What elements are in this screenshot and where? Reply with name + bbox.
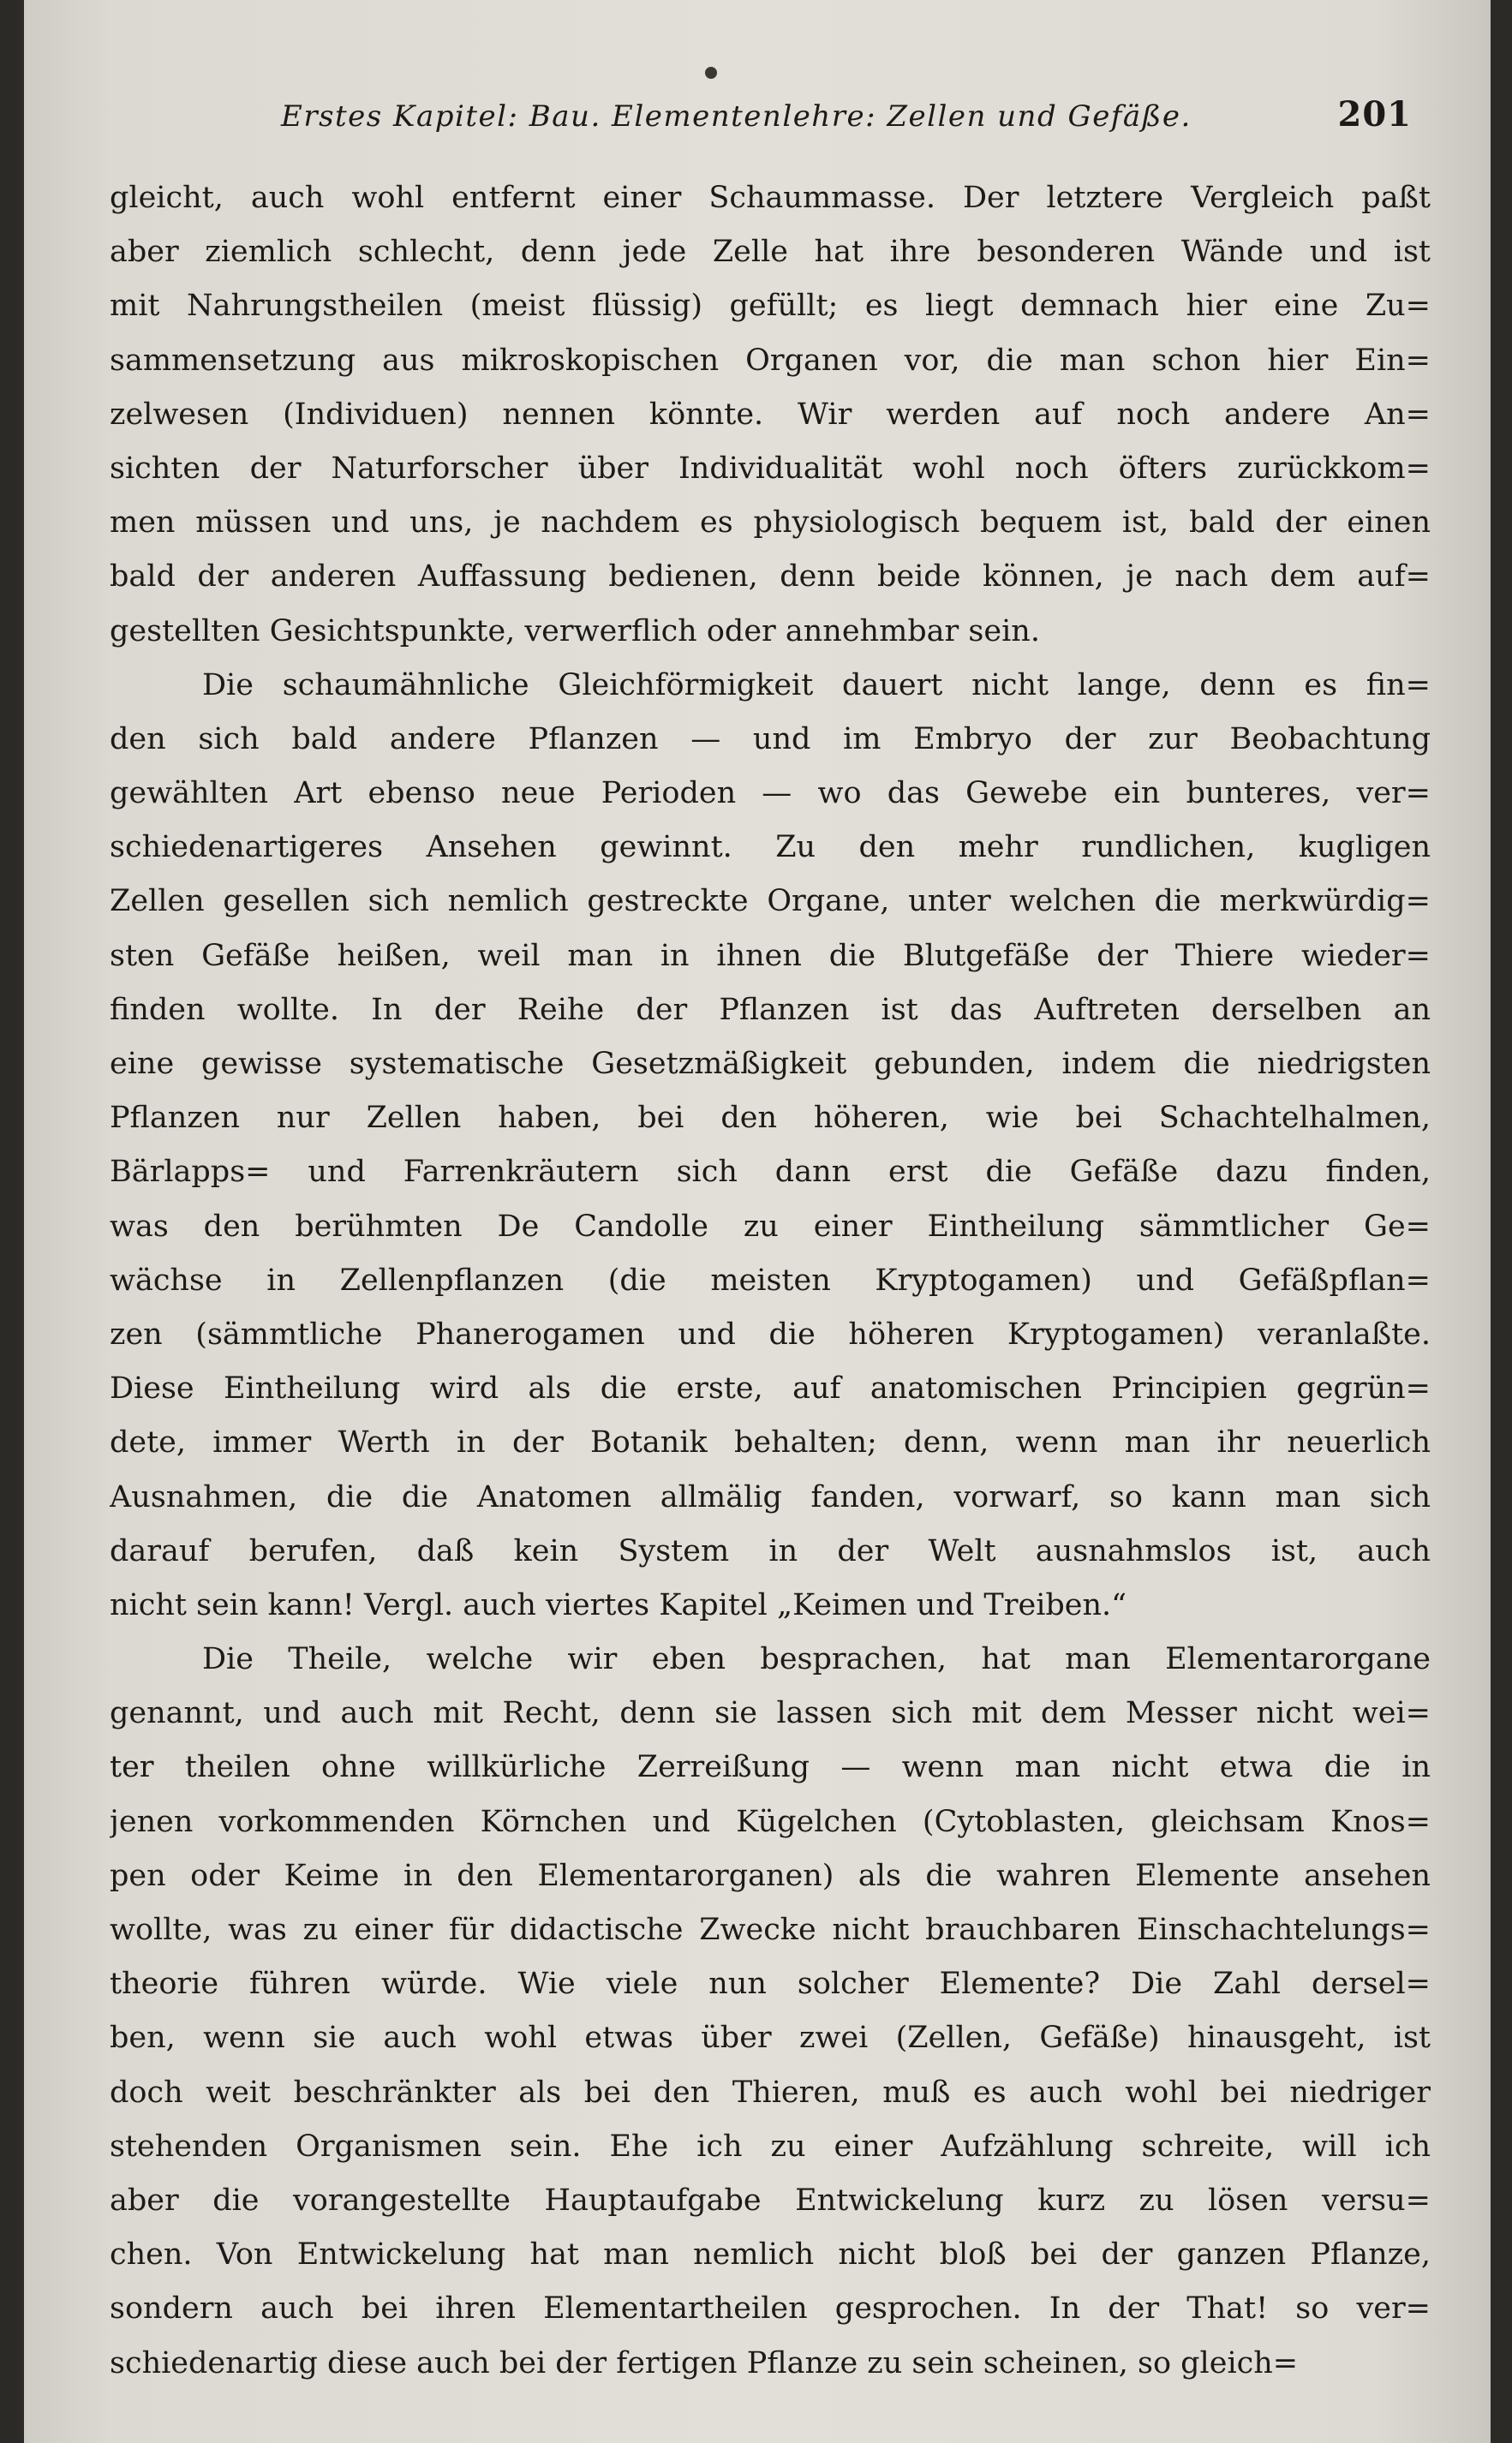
text-line: dete, immer Werth in der Botanik behalten; denn, wenn man ihr neuerlich	[110, 1425, 1431, 1460]
text-line: Pflanzen nur Zellen haben, bei den höheren, wie bei Schachtelhalmen,	[110, 1101, 1431, 1136]
text-line: Diese Eintheilung wird als die erste, auf anatomischen Principien gegrün=	[110, 1371, 1431, 1407]
text-line: sten Gefäße heißen, weil man in ihnen die Blutgefäße der Thiere wieder=	[110, 938, 1431, 973]
text-line: men müssen und uns, je nachdem es physiologisch bequem ist, bald der einen	[110, 505, 1431, 541]
text-line: theorie führen würde. Wie viele nun solcher Elemente? Die Zahl dersel=	[110, 1967, 1431, 2002]
text-line: Die schaumähnliche Gleichförmigkeit dauert nicht lange, denn es fin=	[202, 667, 1431, 702]
text-line: schiedenartigeres Ansehen gewinnt. Zu den mehr rundlichen, kugligen	[110, 830, 1431, 865]
pin-mark-icon	[705, 67, 717, 79]
text-line: sammensetzung aus mikroskopischen Organen vor, die man schon hier Ein=	[110, 343, 1431, 378]
text-line: mit Nahrungstheilen (meist flüssig) gefüllt; es liegt demnach hier eine Zu=	[110, 289, 1431, 324]
text-line: sichten der Naturforscher über Individualität wohl noch öfters zurückkom=	[110, 451, 1431, 486]
text-line: chen. Von Entwickelung hat man nemlich nicht bloß bei der ganzen Pflanze,	[110, 2237, 1431, 2273]
text-line: finden wollte. In der Reihe der Pflanzen ist das Auftreten derselben an	[110, 992, 1431, 1027]
text-line: jenen vorkommenden Körnchen und Kügelchen (Cytoblasten, gleichsam Knos=	[110, 1804, 1431, 1839]
text-line: ben, wenn sie auch wohl etwas über zwei (Zellen, Gefäße) hinausgeht, ist	[110, 2021, 1431, 2056]
text-line: gestellten Gesichtspunkte, verwerflich oder annehmbar sein.	[110, 613, 1040, 648]
text-line: sondern auch bei ihren Elementartheilen gesprochen. In der That! so ver=	[110, 2291, 1431, 2327]
running-head: Erstes Kapitel: Bau. Elementenlehre: Zellen und Gefäße.	[281, 99, 1192, 134]
paragraph	[110, 171, 1431, 659]
text-line: Zellen gesellen sich nemlich gestreckte Organe, unter welchen die merkwürdig=	[110, 884, 1431, 919]
page-header	[152, 93, 1429, 147]
text-body	[110, 171, 1431, 2391]
text-line: nicht sein kann! Vergl. auch viertes Kapitel „Keimen und Treiben.“	[110, 1587, 1127, 1622]
text-line: zen (sämmtliche Phanerogamen und die höheren Kryptogamen) veranlaßte.	[110, 1317, 1431, 1352]
page-number: 201	[1337, 94, 1412, 134]
text-line: doch weit beschränkter als bei den Thieren, muß es auch wohl bei niedriger	[110, 2075, 1431, 2110]
text-line: bald der anderen Auffassung bedienen, denn beide können, je nach dem auf=	[110, 559, 1431, 594]
text-line: ter theilen ohne willkürliche Zerreißung — wenn man nicht etwa die in	[110, 1750, 1431, 1785]
text-line: Die Theile, welche wir eben besprachen, hat man Elementarorgane	[202, 1642, 1431, 1677]
text-line: den sich bald andere Pflanzen — und im Embryo der zur Beobachtung	[110, 721, 1431, 756]
text-line: eine gewisse systematische Gesetzmäßigkeit gebunden, indem die niedrigsten	[110, 1047, 1431, 1081]
paragraph	[110, 1633, 1431, 2391]
text-line: aber die vorangestellte Hauptaufgabe Entwickelung kurz zu lösen versu=	[110, 2183, 1431, 2218]
text-line: stehenden Organismen sein. Ehe ich zu einer Aufzählung schreite, will ich	[110, 2129, 1431, 2164]
text-line: Bärlapps= und Farrenkräutern sich dann erst die Gefäße dazu finden,	[110, 1155, 1431, 1190]
text-line: aber ziemlich schlecht, denn jede Zelle hat ihre besonderen Wände und ist	[110, 235, 1431, 270]
text-line: pen oder Keime in den Elementarorganen) als die wahren Elemente ansehen	[110, 1858, 1431, 1893]
text-line: wollte, was zu einer für didactische Zwecke nicht brauchbaren Einschachtelungs=	[110, 1913, 1431, 1947]
paragraph	[110, 659, 1431, 1633]
text-line: schiedenartig diese auch bei der fertigen Pflanze zu sein scheinen, so gleich=	[110, 2345, 1299, 2380]
book-page	[24, 0, 1491, 2443]
text-line: Ausnahmen, die die Anatomen allmälig fanden, vorwarf, so kann man sich	[110, 1479, 1431, 1514]
text-line: gewählten Art ebenso neue Perioden — wo das Gewebe ein bunteres, ver=	[110, 776, 1431, 811]
text-line: wächse in Zellenpflanzen (die meisten Kryptogamen) und Gefäßpflan=	[110, 1263, 1431, 1298]
text-line: gleicht, auch wohl entfernt einer Schaummasse. Der letztere Vergleich paßt	[110, 181, 1431, 215]
text-line: was den berühmten De Candolle zu einer Eintheilung sämmtlicher Ge=	[110, 1209, 1431, 1244]
text-line: zelwesen (Individuen) nennen könnte. Wir werden auf noch andere An=	[110, 397, 1431, 432]
text-line: genannt, und auch mit Recht, denn sie lassen sich mit dem Messer nicht wei=	[110, 1696, 1431, 1731]
text-line: darauf berufen, daß kein System in der Welt ausnahmslos ist, auch	[110, 1533, 1431, 1568]
